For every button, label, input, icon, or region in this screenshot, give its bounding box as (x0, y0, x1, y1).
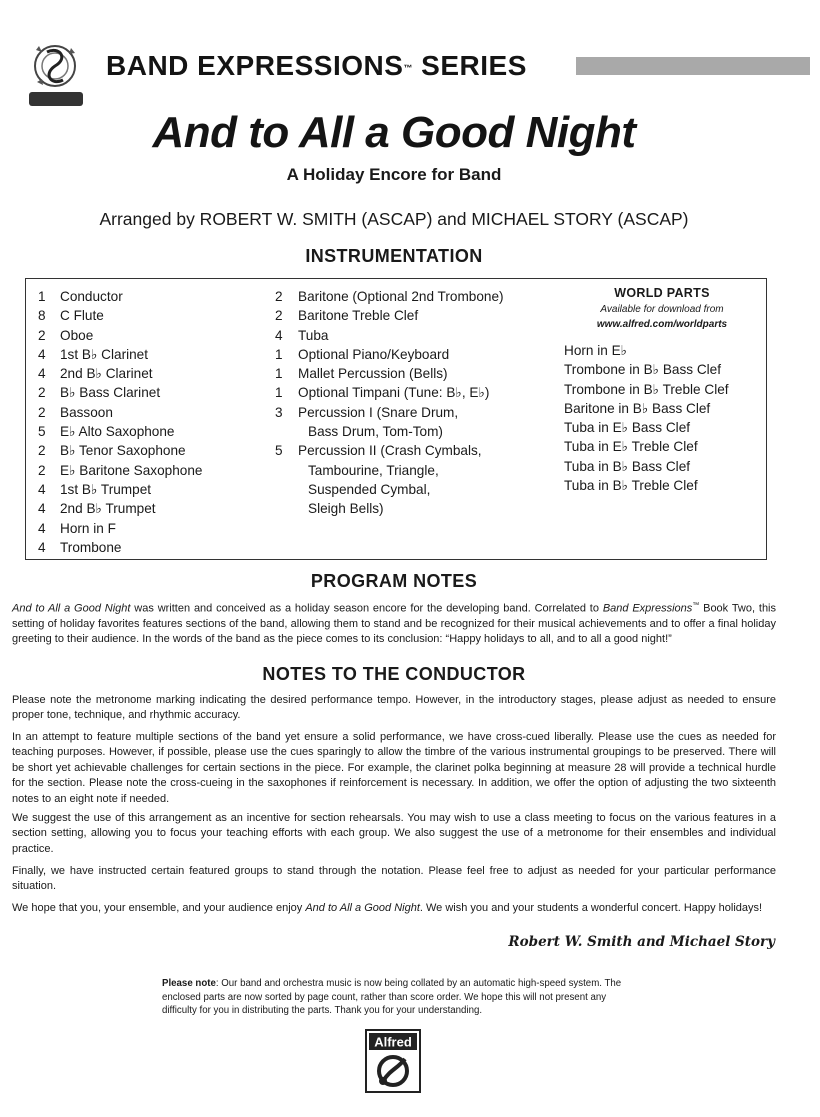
instrument-row-continuation: Suspended Cymbal, (308, 481, 431, 497)
instrument-row: 4 1st B♭ Trumpet (38, 481, 152, 497)
world-part-item: Tuba in B♭ Bass Clef (564, 458, 691, 474)
world-parts (564, 285, 760, 495)
world-part-item: Trombone in B♭ Bass Clef (564, 362, 722, 378)
instrument-row: 4 Trombone (38, 539, 122, 555)
piece-title: And to All a Good Night (152, 108, 636, 157)
instrument-row: 1 Mallet Percussion (Bells) (275, 366, 448, 382)
alfred-publisher-logo (365, 1029, 421, 1093)
series-title: BAND EXPRESSIONS™ SERIES (106, 50, 527, 81)
piece-subtitle: A Holiday Encore for Band (286, 165, 502, 184)
world-parts-url[interactable]: www.alfred.com/worldparts (596, 319, 728, 330)
instrument-row: 2 Oboe (38, 327, 94, 343)
world-part-item: Trombone in B♭ Treble Clef (564, 381, 729, 397)
instrument-row: 2 E♭ Baritone Saxophone (38, 462, 203, 478)
instrumentation-heading: INSTRUMENTATION (305, 246, 483, 266)
instrument-row-continuation: Bass Drum, Tom-Tom) (308, 424, 443, 440)
instrumentation-box (25, 278, 767, 560)
instrument-row: 4 2nd B♭ Clarinet (38, 366, 153, 382)
series-bar (576, 57, 810, 75)
world-part-item: Tuba in B♭ Treble Clef (564, 478, 698, 494)
instrument-row: 1 Conductor (38, 289, 123, 304)
conductor-notes-paragraph: Please note the metronome marking indicating the desired performance tempo. However, in the introductory stages, please adjust as needed to ensure proper tone, technique, and rhythmic accuracy. (12, 694, 776, 722)
world-part-item: Tuba in E♭ Treble Clef (564, 439, 698, 455)
world-part-item: Baritone in B♭ Bass Clef (564, 400, 711, 416)
instrument-list-column-2 (275, 287, 504, 519)
conductor-notes-paragraph: In an attempt to feature multiple sections of the band yet ensure a solid performance, we have cross-cued liberally. Please use the cues as needed for teaching purposes. However, if possible, please use the cues sparingly to allow the timbre of the various instrumental groupings to be preserved. There will be short yet achievable challenges for certain sections in the piece. For example, the clarinet polka beginning at measure 28 will provide a technical hurdle for the section. Please note the cross-cueing in the saxophones if reinforcement is necessary. In addition, we offer the option of adjusting the two sixteenth notes to an eight note if needed. (12, 731, 776, 805)
instrument-list-column-1 (38, 287, 202, 557)
world-parts-title: WORLD PARTS (614, 286, 710, 300)
program-notes-text: And to All a Good Night was written and conceived as a holiday season encore for the developing band. Correlated to Band Expressions™ Book Two, this setting of holiday favorites features sections of the band, allowing them to stand and be recognized for their musical achievements and to offer a final holiday greeting to their audience. In the words of the band as the piece comes to its conclusion: “Happy holidays to all, and to all a good night!” (12, 602, 776, 646)
instrument-row-continuation: Tambourine, Triangle, (308, 462, 439, 478)
instrument-row: 4 Horn in F (38, 520, 116, 536)
instrument-row: 4 Tuba (275, 327, 329, 343)
world-part-item: Horn in E♭ (564, 343, 628, 358)
instrument-row: 1 Optional Piano/Keyboard (275, 346, 450, 362)
conductor-notes-paragraph: We suggest the use of this arrangement as an incentive for section rehearsals. You may wish to use a class meeting to focus on the various features in a section setting, allowing you to focus your teaching efforts with each group. We also suggest the use of a metronome for their ensembles and individual practice. (12, 812, 776, 855)
instrument-row: 2 Baritone (Optional 2nd Trombone) (275, 289, 504, 304)
instrument-row: 4 2nd B♭ Trumpet (38, 501, 156, 517)
instrument-row: 2 B♭ Bass Clarinet (38, 385, 161, 401)
instrument-row: 2 B♭ Tenor Saxophone (38, 443, 186, 459)
conductor-notes-paragraph: Finally, we have instructed certain featured groups to stand through the notation. Please feel free to adjust as needed for your particular performance situation. (12, 865, 776, 893)
world-parts-note: Available for download from (600, 304, 724, 315)
world-parts-list (564, 341, 760, 495)
conductor-notes-paragraph: We hope that you, your ensemble, and your audience enjoy And to All a Good Night. We wish you and your students a wonderful concert. Happy holidays! (12, 902, 763, 914)
instrument-row: 4 1st B♭ Clarinet (38, 346, 149, 362)
svg-text:Alfred: Alfred (374, 1034, 412, 1050)
program-notes-heading: PROGRAM NOTES (310, 571, 478, 591)
instrument-row: 3 Percussion I (Snare Drum, (275, 404, 459, 420)
instrument-row: 2 Bassoon (38, 404, 113, 420)
instrument-row: 5 Percussion II (Crash Cymbals, (275, 443, 482, 459)
signature: Robert W. Smith and Michael Story (508, 934, 775, 950)
instrument-row: 5 E♭ Alto Saxophone (38, 424, 175, 440)
instrument-row: 2 Baritone Treble Clef (275, 308, 419, 324)
world-part-item: Tuba in E♭ Bass Clef (564, 420, 691, 436)
band-expressions-logo (25, 40, 87, 112)
instrument-row: 1 Optional Timpani (Tune: B♭, E♭) (275, 385, 490, 401)
conductor-notes-heading: NOTES TO THE CONDUCTOR (262, 664, 526, 684)
collation-note: Please note: Our band and orchestra music is now being collated by an automatic high-speed system. The enclosed parts are now sorted by page count, rather than score order. We hope this will not present any difficulty for you in distributing the parts. Thank you for your understanding. (162, 978, 622, 1017)
arranger-credit: Arranged by ROBERT W. SMITH (ASCAP) and MICHAEL STORY (ASCAP) (99, 209, 689, 229)
instrument-row: 8 C Flute (38, 308, 104, 324)
instrument-row-continuation: Sleigh Bells) (308, 501, 384, 517)
